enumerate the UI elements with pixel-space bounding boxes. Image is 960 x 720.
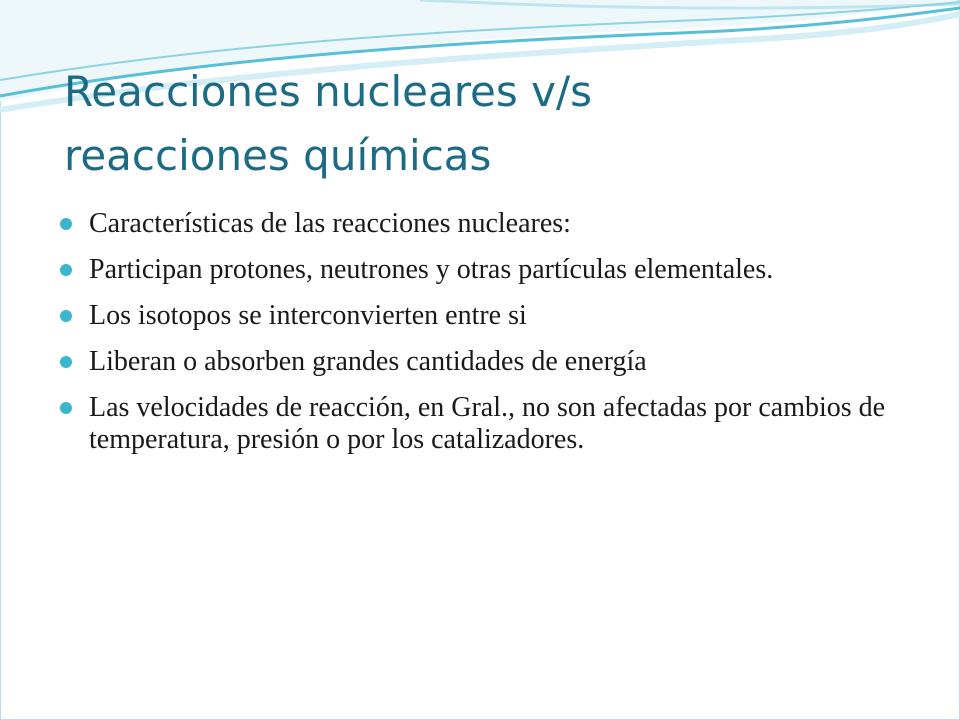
bullet-text: Los isotopos se interconvierten entre si xyxy=(89,300,527,331)
bullet-dot-icon xyxy=(60,264,72,276)
bullet-item xyxy=(60,346,910,378)
bullet-dot-icon xyxy=(60,402,72,414)
bullet-list xyxy=(60,208,910,470)
bullet-text: Las velocidades de reacción, en Gral., no son afectadas por cambios de temperatura, presión o por los catalizadores. xyxy=(89,392,886,455)
bullet-dot-icon xyxy=(60,356,72,368)
bullet-item xyxy=(60,392,910,456)
bullet-dot-icon xyxy=(60,310,72,322)
bullet-item xyxy=(60,300,910,332)
slide-title xyxy=(64,60,924,188)
bullet-item xyxy=(60,208,910,240)
slide-title-line-1: Reacciones nucleares v/s xyxy=(64,67,592,116)
bullet-text: Liberan o absorben grandes cantidades de energía xyxy=(89,346,647,377)
bullet-text: Características de las reacciones nucleares: xyxy=(89,208,571,239)
bullet-text: Participan protones, neutrones y otras partículas elementales. xyxy=(89,254,774,285)
bullet-item xyxy=(60,254,910,286)
bullet-dot-icon xyxy=(60,218,72,230)
slide-title-line-2: reacciones químicas xyxy=(64,131,492,180)
